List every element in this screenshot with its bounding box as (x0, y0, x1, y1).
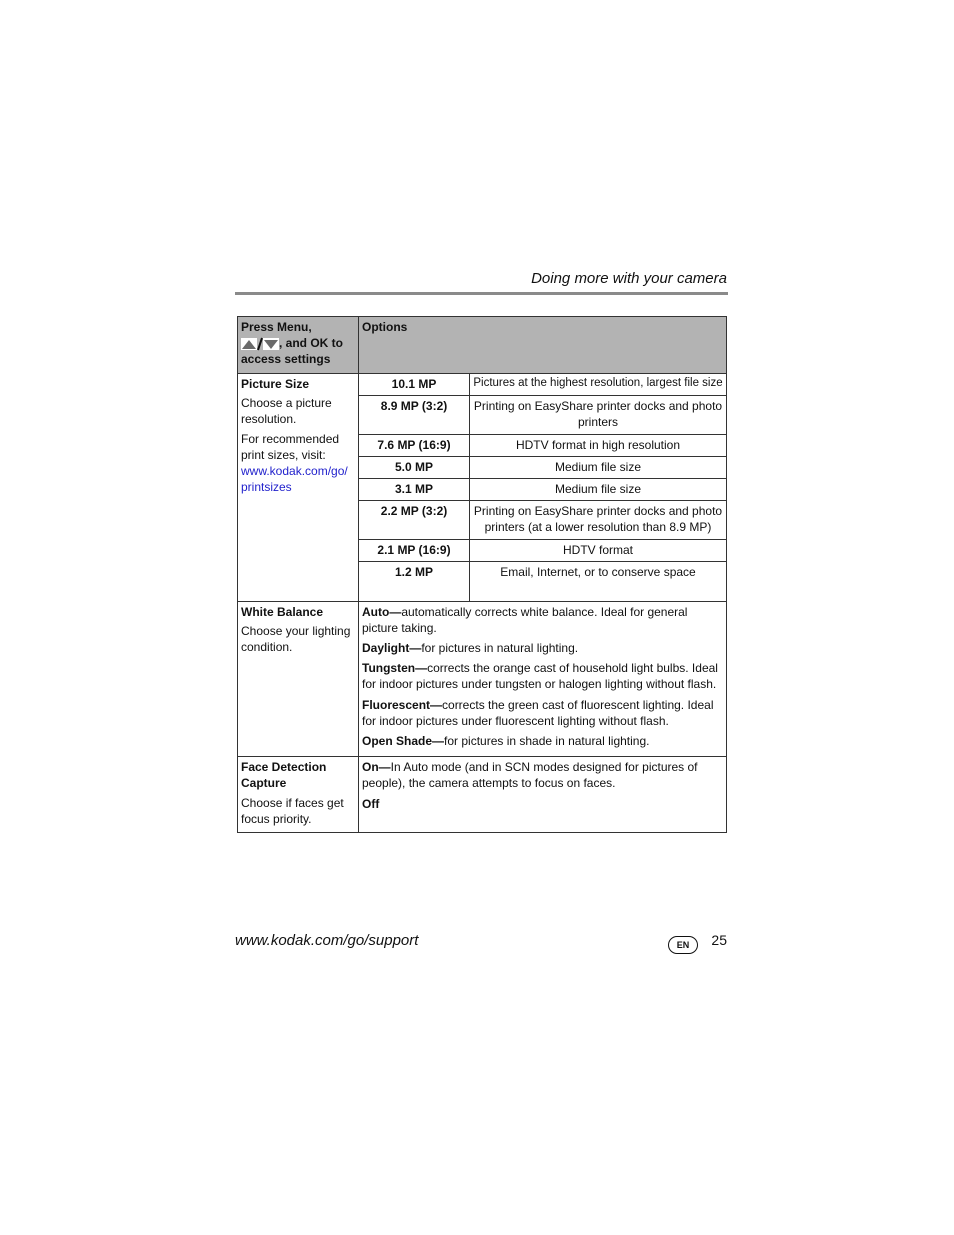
wb-option-daylight: Daylight—for pictures in natural lighting. (362, 641, 579, 656)
table-row (359, 539, 726, 561)
header-rule (235, 292, 728, 295)
table-row (359, 501, 726, 539)
white-balance-desc: Choose your lighting condition. (241, 623, 351, 655)
footer-support-url[interactable]: www.kodak.com/go/support (235, 932, 419, 949)
fd-option-off: Off (362, 796, 380, 811)
face-detection-desc: Choose if faces get focus priority. (241, 795, 344, 826)
wb-option-auto: Auto—automatically corrects white balance. Ideal for general picture taking. (362, 604, 688, 635)
wb-option-open-shade: Open Shade—for pictures in shade in natural lighting. (362, 734, 650, 748)
resolution-option: 2.1 MP (16:9) (359, 539, 470, 561)
face-detection-row (238, 757, 727, 833)
col1-header-prefix: Press Menu, (241, 320, 312, 334)
resolution-desc: Printing on EasyShare printer docks and photo printers (at a lower resolution than 8.9 MP) (470, 501, 727, 539)
resolution-option: 5.0 MP (359, 456, 470, 478)
printsizes-link[interactable]: www.kodak.com/go/ printsizes (241, 463, 348, 495)
picture-size-row (238, 374, 727, 602)
table-row (359, 478, 726, 500)
up-down-arrows-icon (241, 337, 279, 351)
resolution-option: 3.1 MP (359, 478, 470, 500)
picture-size-recommend: For recommended print sizes, visit: (241, 431, 340, 462)
picture-size-options (359, 374, 726, 601)
col1-header-suffix: , and OK to access settings (241, 336, 343, 367)
col1-header (238, 317, 359, 374)
resolution-option: 8.9 MP (3:2) (359, 396, 470, 434)
picture-size-desc: Choose a picture resolution. (241, 396, 332, 427)
wb-option-fluorescent: Fluorescent—corrects the green cast of fluorescent lighting. Ideal for indoor pictures under fluorescent lighting without flash. (362, 697, 714, 728)
resolution-desc: Medium file size (470, 456, 727, 478)
resolution-option: 10.1 MP (359, 374, 470, 396)
table-header-row (238, 317, 727, 374)
resolution-desc: HDTV format in high resolution (470, 434, 727, 456)
white-balance-row (238, 601, 727, 757)
table-row (359, 374, 726, 396)
resolution-option: 1.2 MP (359, 561, 470, 601)
resolution-desc: Email, Internet, or to conserve space (500, 564, 696, 579)
resolution-desc: HDTV format (470, 539, 727, 561)
resolution-option: 7.6 MP (16:9) (359, 434, 470, 456)
language-badge: EN (668, 936, 698, 954)
table-row (359, 561, 726, 601)
table-row (359, 456, 726, 478)
wb-option-tungsten: Tungsten—corrects the orange cast of household light bulbs. Ideal for indoor pictures under tungsten or halogen lighting without flash. (362, 661, 718, 692)
resolution-desc: Medium file size (470, 478, 727, 500)
face-detection-title: Face Detection Capture (241, 760, 327, 791)
table-row (359, 396, 726, 434)
white-balance-title: White Balance (241, 604, 324, 619)
resolution-desc: Pictures at the highest resolution, largest file size (470, 374, 727, 396)
fd-option-on: On—In Auto mode (and in SCN modes designed for pictures of people), the camera attempts to focus on faces. (362, 760, 698, 791)
picture-size-title: Picture Size (241, 377, 310, 391)
table-row (359, 434, 726, 456)
resolution-desc: Printing on EasyShare printer docks and photo printers (470, 396, 727, 434)
resolution-option: 2.2 MP (3:2) (359, 501, 470, 539)
col2-header: Options (359, 317, 727, 374)
running-head: Doing more with your camera (531, 270, 727, 287)
page-number: 25 (711, 932, 727, 948)
settings-table (237, 316, 727, 833)
